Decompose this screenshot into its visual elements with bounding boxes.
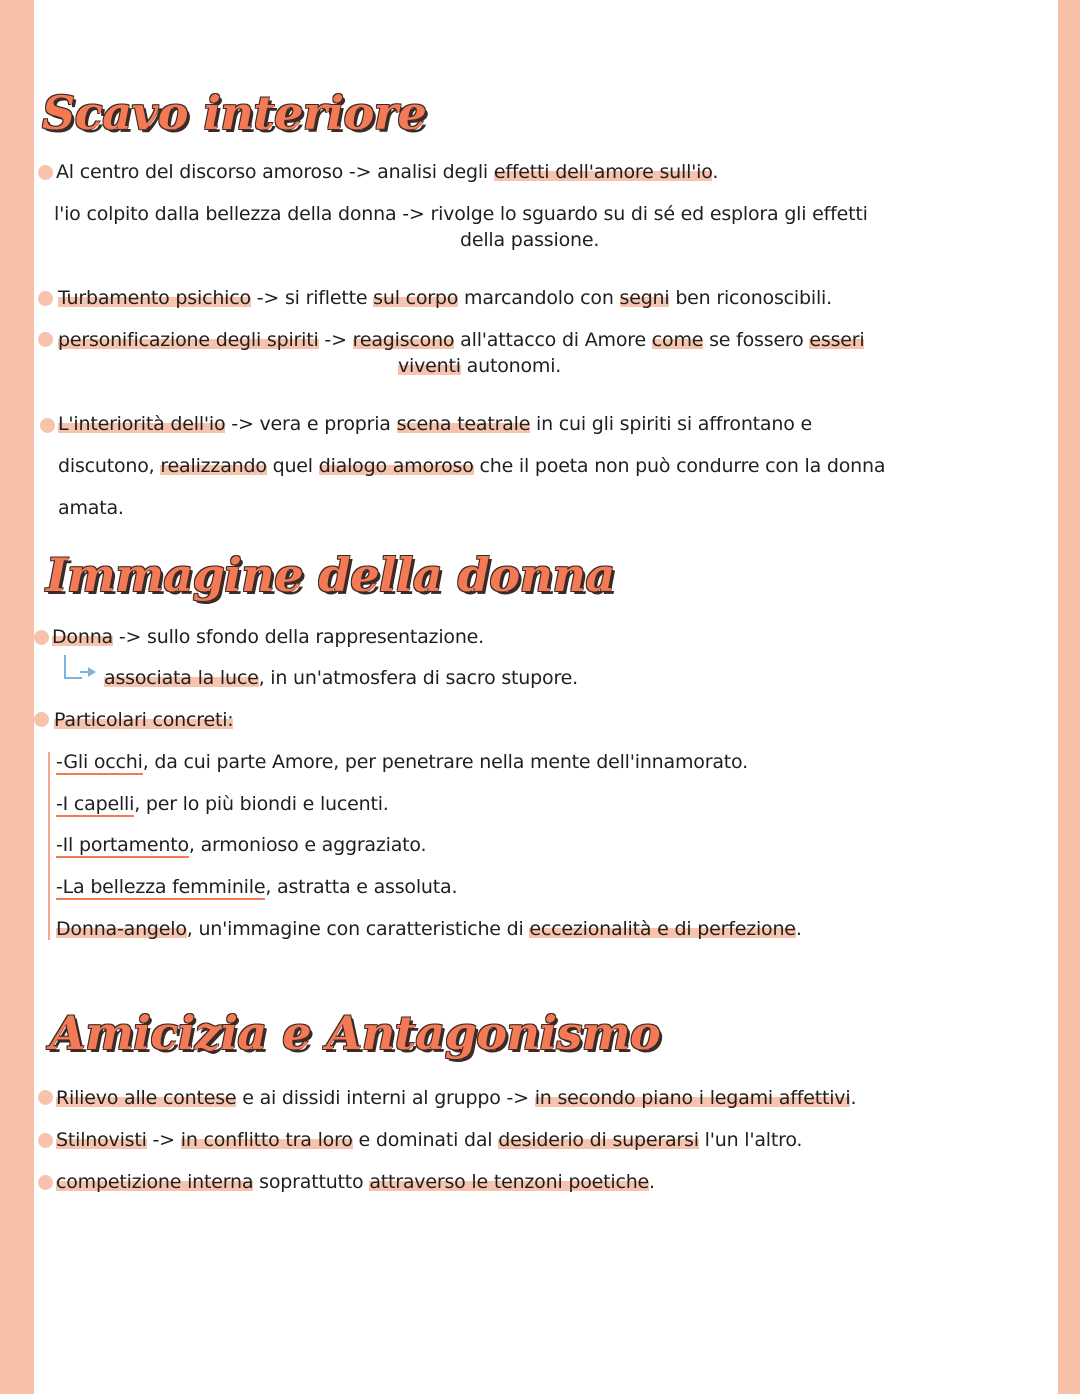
note-line: amata. [58,497,124,519]
list-item: -La bellezza femminile, astratta e assoluta. [56,876,458,898]
bullet-dot [38,291,53,306]
heading-immagine-della-donna: Immagine della donna [46,548,615,602]
note-line: della passione. [460,229,600,251]
note-line: L'interiorità dell'io -> vera e propria scena teatrale in cui gli spiriti si affrontano e [58,413,812,435]
bullet-dot [38,165,53,180]
list-item: -I capelli, per lo più biondi e lucenti. [56,793,389,815]
page-border-left [0,0,34,1394]
note-line: Al centro del discorso amoroso -> analisi degli effetti dell'amore sull'io. [56,161,719,183]
bullet-dot [38,1090,53,1105]
list-rule [48,752,50,940]
heading-amicizia-e-antagonismo: Amicizia e Antagonismo [50,1006,661,1060]
note-line: personificazione degli spiriti -> reagiscono all'attacco di Amore come se fossero esseri [58,329,865,351]
bullet-dot [38,332,53,347]
note-line: competizione interna soprattutto attraverso le tenzoni poetiche. [56,1171,655,1193]
note-line: Rilievo alle contese e ai dissidi interni al gruppo -> in secondo piano i legami affettivi. [56,1087,857,1109]
bullet-dot [40,418,55,433]
page-border-right [1058,0,1080,1394]
heading-scavo-interiore: Scavo interiore [42,86,427,140]
bullet-dot [34,712,49,727]
bullet-dot [38,1133,53,1148]
note-line: Stilnovisti -> in conflitto tra loro e dominati dal desiderio di superarsi l'un l'altro. [56,1129,803,1151]
note-line: Donna-angelo, un'immagine con caratteristiche di eccezionalità e di perfezione. [56,918,802,940]
note-line: Turbamento psichico -> si riflette sul corpo marcandolo con segni ben riconoscibili. [58,287,832,309]
list-item: -Il portamento, armonioso e aggraziato. [56,834,427,856]
note-line: Particolari concreti: [54,709,234,731]
note-line: viventi autonomi. [398,355,562,377]
list-item: -Gli occhi, da cui parte Amore, per penetrare nella mente dell'innamorato. [56,751,748,773]
corner-arrow-icon [64,655,82,679]
bullet-dot [38,1175,53,1190]
bullet-dot [34,630,49,645]
note-line: associata la luce, in un'atmosfera di sacro stupore. [104,667,578,689]
note-line: Donna -> sullo sfondo della rappresentazione. [52,626,485,648]
note-line: discutono, realizzando quel dialogo amoroso che il poeta non può condurre con la donna [58,455,886,477]
note-line: l'io colpito dalla bellezza della donna -> rivolge lo sguardo su di sé ed esplora gli effetti [54,203,868,225]
corner-arrow-icon-tip [88,667,96,677]
